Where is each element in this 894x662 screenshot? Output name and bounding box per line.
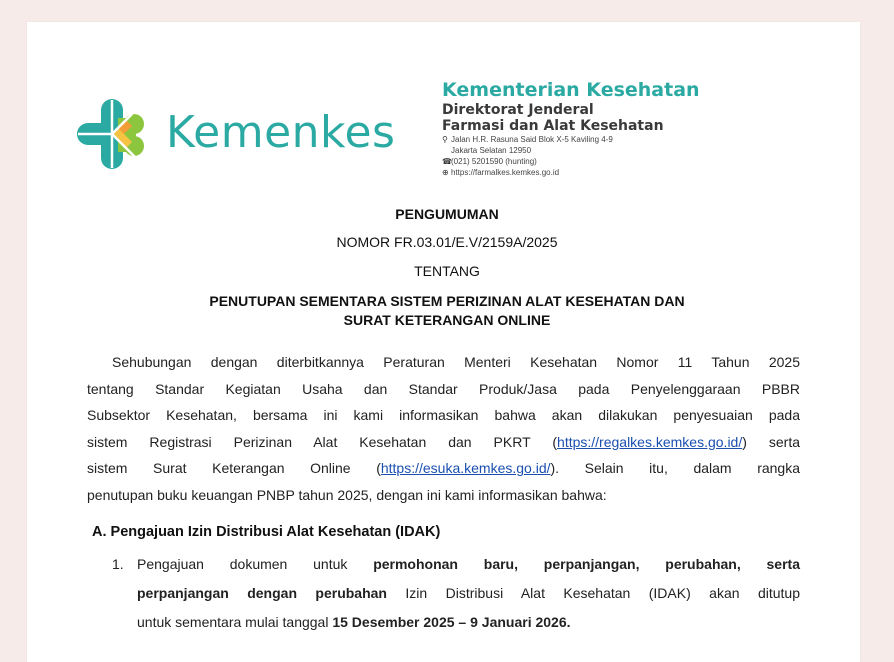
location-pin-icon: ⚲ — [442, 135, 448, 144]
announcement-about: TENTANG — [414, 263, 480, 279]
intro-line: tentang Standar Kegiatan Usaha dan Standar Produk/Jasa pada Penyelenggaraan PBBR — [87, 380, 800, 397]
directorate-line1: Direktorat Jenderal — [442, 102, 594, 118]
announcement-heading: PENGUMUMAN — [395, 206, 499, 222]
letterhead-info — [442, 78, 700, 178]
intro-line: Subsektor Kesehatan, bersama ini kami informasikan bahwa akan dilakukan penyesuaian pada — [87, 407, 800, 423]
item-number: 1. — [112, 556, 124, 572]
announcement-number: NOMOR FR.03.01/E.V/2159A/2025 — [336, 234, 558, 250]
announcement-title-line2: SURAT KETERANGAN ONLINE — [343, 312, 551, 328]
section-a-title: A. Pengajuan Izin Distribusi Alat Kesehatan (IDAK) — [92, 524, 441, 540]
phone-icon: ☎ — [442, 157, 452, 166]
directorate-line2: Farmasi dan Alat Kesehatan — [442, 118, 664, 134]
intro-paragraph — [87, 349, 800, 508]
brand-name: Kemenkes — [166, 107, 396, 158]
address-line1: ⚲ Jalan H.R. Rasuna Said Blok X-5 Kaviling 4-9 — [442, 135, 613, 144]
address-line2: Jakarta Selatan 12950 — [451, 146, 532, 155]
announcement-title-line1: PENUTUPAN SEMENTARA SISTEM PERIZINAN ALAT KESEHATAN DAN — [209, 293, 685, 309]
ministry-name: Kementerian Kesehatan — [442, 79, 700, 101]
regalkes-link[interactable]: https://regalkes.kemkes.go.id/ — [557, 433, 743, 450]
intro-line: sistem Registrasi Perizinan Alat Kesehatan dan PKRT (https://regalkes.kemkes.go.id/) serta — [87, 433, 800, 450]
intro-line: Sehubungan dengan diterbitkannya Peraturan Menteri Kesehatan Nomor 11 Tahun 2025 — [112, 354, 800, 370]
intro-line: sistem Surat Keterangan Online (https://esuka.kemkes.go.id/). Selain itu, dalam rangka — [87, 460, 800, 476]
globe-icon: ⊕ — [442, 168, 449, 177]
intro-line: penutupan buku keuangan PNBP tahun 2025, dengan ini kami informasikan bahwa: — [87, 486, 607, 503]
item-body: Pengajuan dokumen untuk permohonan baru, perpanjangan, perubahan, serta perpanjangan dengan perubahan Izin Distribusi Alat Kesehatan (IDAK) akan ditutup untuk sementara mulai tanggal 15 Desember 2025 – 9 Januari 2026. — [137, 556, 800, 630]
kemenkes-logo — [74, 96, 150, 172]
website-line: ⊕ https://farmalkes.kemkes.go.id — [442, 168, 560, 177]
esuka-link[interactable]: https://esuka.kemkes.go.id/ — [380, 460, 551, 476]
phone-line: ☎ (021) 5201590 (hunting) — [442, 157, 537, 166]
